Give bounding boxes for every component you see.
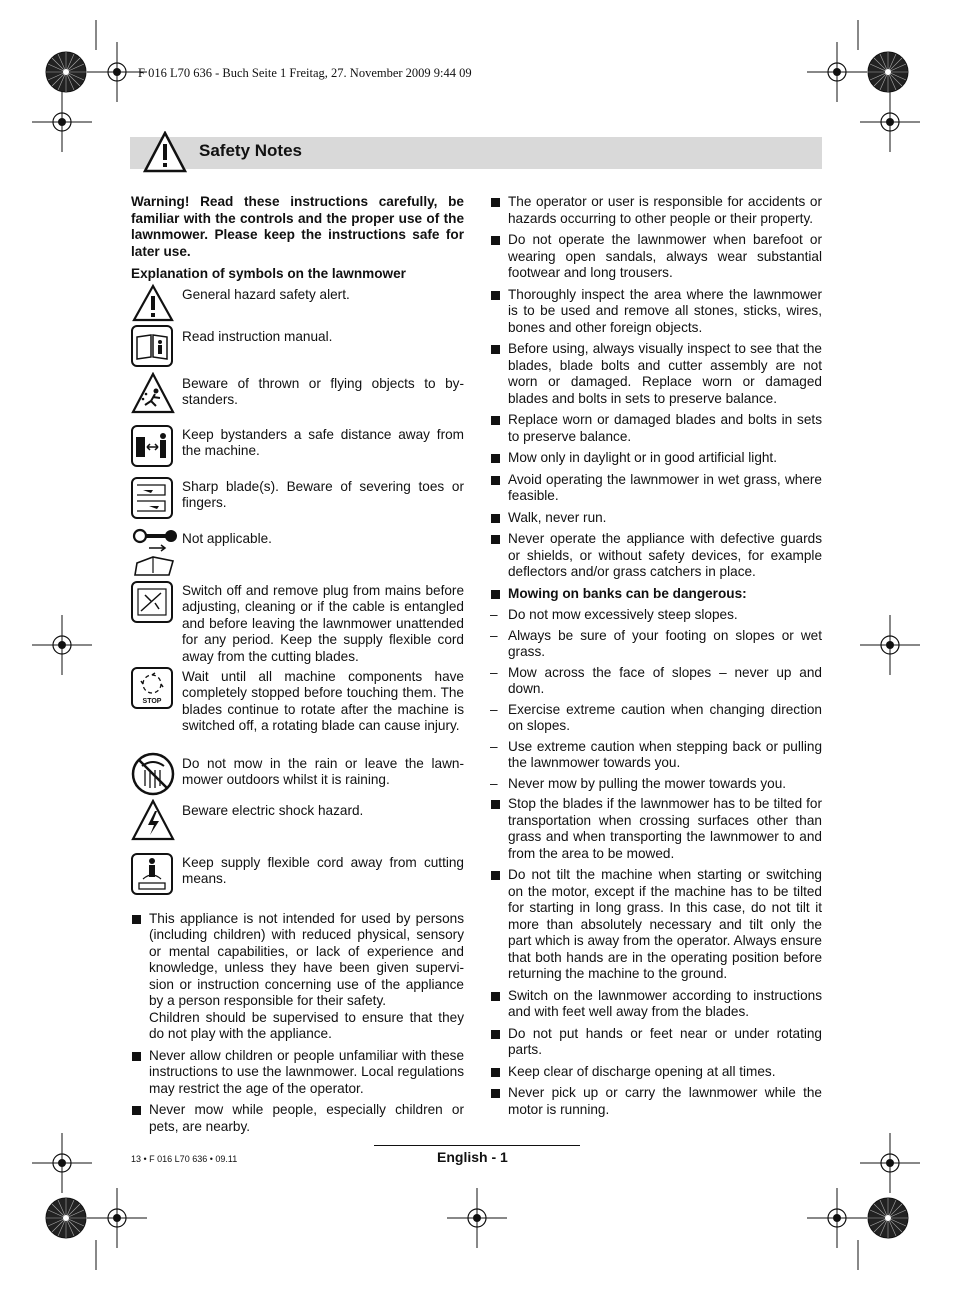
bank-dash-item: – Exercise extreme caution when changing direction on slopes. xyxy=(490,702,822,735)
symbol-row: Not applicable. xyxy=(131,531,464,583)
thrown-objects-icon xyxy=(131,372,175,414)
symbol-row: Switch off and remove plug from mains before adjusting, cleaning or if the cable is entangled and before leaving the lawnmower unattended for any period. Keep the supply flexible cord away from the cutting blades. xyxy=(131,583,464,669)
bank-dash-item: – Always be sure of your footing on slopes or wet grass. xyxy=(490,628,822,661)
switch-off-plug-icon xyxy=(131,581,173,623)
section-title: Safety Notes xyxy=(199,141,302,160)
warning-triangle-icon xyxy=(143,131,187,173)
safety-bullet: Keep clear of discharge opening at all times. xyxy=(490,1064,822,1081)
symbol-row: Keep supply flexible cord away from cutting means. xyxy=(131,855,464,911)
bank-dash-item: – Never mow by pulling the mower towards you. xyxy=(490,776,822,793)
footer-code: 13 • F 016 L70 636 • 09.11 xyxy=(131,1154,238,1164)
safety-bullet: Avoid operating the lawnmower in wet grass, where feasible. xyxy=(490,472,822,505)
safety-bullet: Mow only in daylight or in good artificial light. xyxy=(490,450,822,467)
left-column xyxy=(131,194,464,1140)
symbol-row: Do not mow in the rain or leave the lawnmower outdoors whilst it is raining. xyxy=(131,756,464,803)
safety-bullet: Switch on the lawnmower according to instructions and with feet well away from the blades. xyxy=(490,988,822,1021)
safety-bullet: Do not operate the lawnmower when barefoot or wearing open sandals, always wear substantial footwear and long trousers. xyxy=(490,232,822,282)
symbol-row: Read instruction manual. xyxy=(131,329,464,376)
safety-bullet: Never allow children or people unfamiliar with these instructions to use the lawnmower. Local regulations may restrict the age of the operator. xyxy=(131,1048,464,1098)
safety-bullet: Never mow while people, especially children or pets, are nearby. xyxy=(131,1102,464,1135)
safety-bullet: The operator or user is responsible for accidents or hazards occurring to other people or their property. xyxy=(490,194,822,227)
stop-label: STOP xyxy=(142,697,162,705)
bank-dash-item: – Mow across the face of slopes – never up and down. xyxy=(490,665,822,698)
general-hazard-icon xyxy=(131,283,175,323)
bank-dash-item: – Do not mow excessively steep slopes. xyxy=(490,607,822,624)
banks-heading: Mowing on banks can be dangerous: xyxy=(490,586,822,603)
read-manual-icon xyxy=(131,325,173,367)
symbol-row: Beware of thrown or flying objects to bystanders. xyxy=(131,376,464,427)
symbol-row: Beware electric shock hazard. xyxy=(131,803,464,855)
bank-dash-item: – Use extreme caution when stepping back or pulling the lawnmower towards you. xyxy=(490,739,822,772)
symbol-row: Sharp blade(s). Beware of severing toes or fingers. xyxy=(131,479,464,531)
page-number: English - 1 xyxy=(437,1149,508,1165)
electric-shock-icon xyxy=(131,799,175,841)
stop-blades-icon xyxy=(131,667,173,709)
safety-bullet: Thoroughly inspect the area where the lawnmower is to be used and remove all stones, sticks, wires, bones and other foreign objects. xyxy=(490,287,822,337)
no-rain-icon xyxy=(131,752,177,798)
intro-warning: Warning! Read these instructions carefully, be familiar with the controls and the proper use of the lawnmower. Please keep the instructions safe for later use. xyxy=(131,194,464,259)
key-remove-icon xyxy=(131,527,179,579)
safety-bullet: This appliance is not intended for used by persons (including children) with reduced physical, sensory or mental capabilities, or lack of experience and knowledge, unless they have been given supervision or instruction concerning use of the appliance by a person responsible for their safety. Children should be supervised to ensure that they do not play with the appliance. xyxy=(131,911,464,1043)
sharp-blades-icon xyxy=(131,477,173,519)
print-header: F 016 L70 636 - Buch Seite 1 Freitag, 27. November 2009 9:44 09 xyxy=(138,66,472,80)
safety-bullet: Do not put hands or feet near or under rotating parts. xyxy=(490,1026,822,1059)
right-column xyxy=(490,194,822,1123)
symbol-row: Keep bystanders a safe distance away from the machine. xyxy=(131,427,464,479)
safety-bullet: Before using, always visually inspect to see that the blades, blade bolts and cutter assembly are not worn or damaged. Replace worn or damaged blades and bolts in sets to preserve balance. xyxy=(490,341,822,407)
safety-bullet: Never pick up or carry the lawnmower while the motor is running. xyxy=(490,1085,822,1118)
safety-bullet: Walk, never run. xyxy=(490,510,822,527)
symbols-heading: Explanation of symbols on the lawnmower xyxy=(131,266,406,281)
safety-bullet: Do not tilt the machine when starting or switching on the motor, except if the machine has to be tilted for starting in long grass. In this case, do not tilt it more than absolutely necessary and tilt only the part which is away from the operator. Always ensure that both hands are in the operating position before returning the machine to the ground. xyxy=(490,867,822,983)
symbol-row: STOP Wait until all machine components have completely stopped before touching them. The blades continue to rotate after the machine is switched off, a rotating blade can cause injury. xyxy=(131,669,464,756)
safety-bullet: Never operate the appliance with defective guards or shields, or without safety devices, for example deflectors and/or grass catchers in place. xyxy=(490,531,822,581)
keep-distance-icon xyxy=(131,425,173,467)
safety-bullet: Replace worn or damaged blades and bolts in sets to preserve balance. xyxy=(490,412,822,445)
cord-away-icon xyxy=(131,853,173,895)
symbol-row: General hazard safety alert. xyxy=(131,287,464,329)
safety-bullet: Stop the blades if the lawnmower has to be tilted for transportation when crossing surfaces other than grass and when transporting the lawnmower to and from the area to be mowed. xyxy=(490,796,822,862)
footer-rule xyxy=(374,1145,580,1146)
